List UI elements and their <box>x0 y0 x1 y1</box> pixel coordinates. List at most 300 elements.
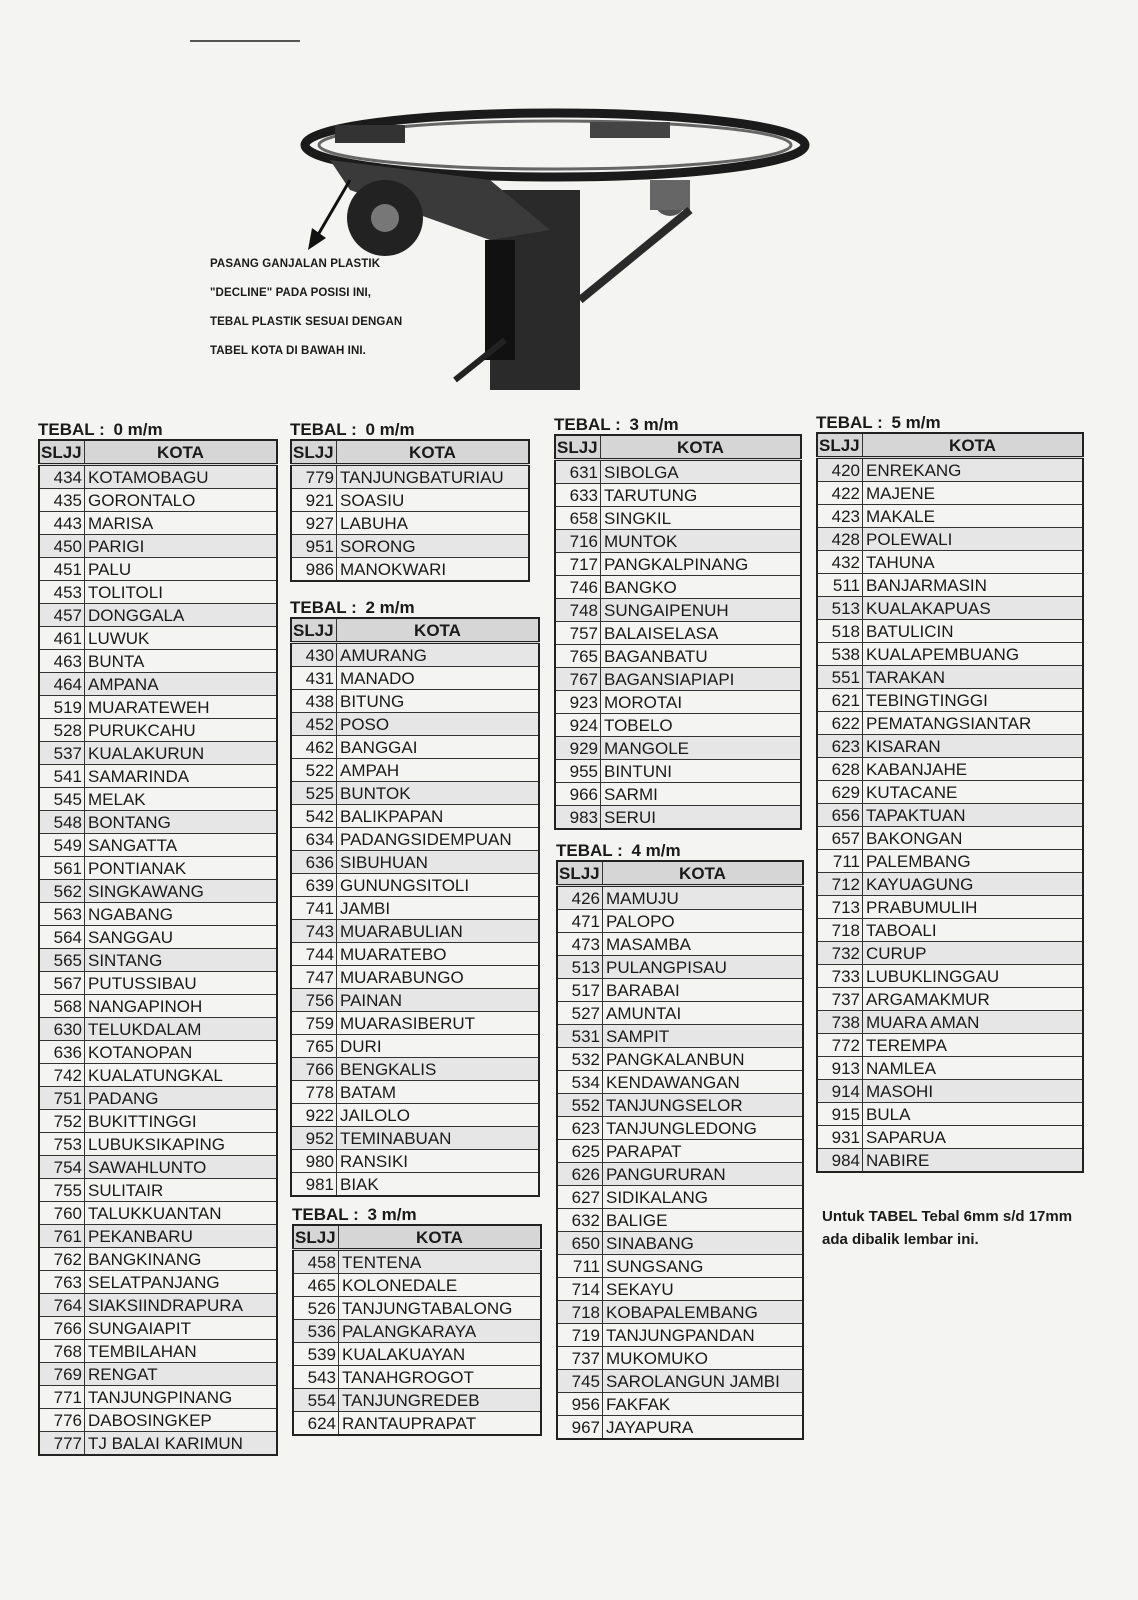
city-name: TEMBILAHAN <box>85 1340 278 1363</box>
city-name: KOTAMOBAGU <box>85 465 278 489</box>
city-name: LUWUK <box>85 627 278 650</box>
city-name: SULITAIR <box>85 1179 278 1202</box>
sljj-code: 742 <box>39 1064 85 1087</box>
sljj-code: 451 <box>39 558 85 581</box>
city-name: SANGATTA <box>85 834 278 857</box>
table-row <box>817 482 1083 505</box>
table-row <box>291 782 539 805</box>
table-row <box>817 1057 1083 1080</box>
sljj-code: 756 <box>291 989 337 1012</box>
table-row <box>39 1432 277 1456</box>
column-header-kota: KOTA <box>603 861 804 886</box>
table-row <box>555 645 801 668</box>
table-row <box>39 857 277 880</box>
table-row <box>557 933 803 956</box>
city-name: POSO <box>337 713 540 736</box>
sljj-code: 536 <box>293 1320 339 1343</box>
table-row <box>557 1071 803 1094</box>
table-block-tebal-5 <box>816 413 1084 1173</box>
sljj-code: 519 <box>39 696 85 719</box>
city-name: MAKALE <box>863 505 1084 528</box>
city-name: KAYUAGUNG <box>863 873 1084 896</box>
sljj-code: 712 <box>817 873 863 896</box>
table-row <box>293 1343 541 1366</box>
column-header-kota: KOTA <box>863 433 1084 458</box>
table-block-tebal-0-a <box>38 420 278 1456</box>
table-row <box>557 1370 803 1393</box>
city-name: PULANGPISAU <box>603 956 804 979</box>
table-row <box>39 719 277 742</box>
city-name: MUARABULIAN <box>337 920 540 943</box>
sljj-code: 452 <box>291 713 337 736</box>
sljj-code: 450 <box>39 535 85 558</box>
column-header-kota: KOTA <box>601 435 802 460</box>
table-row <box>39 1179 277 1202</box>
table-row <box>555 760 801 783</box>
table-row <box>291 667 539 690</box>
sljj-code: 438 <box>291 690 337 713</box>
sljj-code: 465 <box>293 1274 339 1297</box>
city-name: TAPAKTUAN <box>863 804 1084 827</box>
city-name: GUNUNGSITOLI <box>337 874 540 897</box>
sljj-code: 922 <box>291 1104 337 1127</box>
sljj-code: 657 <box>817 827 863 850</box>
sljj-code: 561 <box>39 857 85 880</box>
sljj-code: 532 <box>557 1048 603 1071</box>
sljj-code: 738 <box>817 1011 863 1034</box>
sljj-code: 462 <box>291 736 337 759</box>
column-header-kota: KOTA <box>337 440 530 465</box>
table-row <box>39 972 277 995</box>
sljj-code: 760 <box>39 1202 85 1225</box>
city-name: SUNGAIAPIT <box>85 1317 278 1340</box>
sljj-code: 473 <box>557 933 603 956</box>
sljj-code: 927 <box>291 512 337 535</box>
table-block-tebal-3-b <box>554 415 802 830</box>
city-name: PANGKALANBUN <box>603 1048 804 1071</box>
city-name: MANGOLE <box>601 737 802 760</box>
city-name: SANGGAU <box>85 926 278 949</box>
table-row <box>817 988 1083 1011</box>
sljj-code: 717 <box>555 553 601 576</box>
city-name: PARIGI <box>85 535 278 558</box>
city-name: TANJUNGPINANG <box>85 1386 278 1409</box>
sljj-code: 634 <box>291 828 337 851</box>
sljj-code: 986 <box>291 558 337 582</box>
sljj-code: 732 <box>817 942 863 965</box>
city-name: PALANGKARAYA <box>339 1320 542 1343</box>
table-row <box>39 535 277 558</box>
sljj-code: 718 <box>817 919 863 942</box>
city-name: TANJUNGTABALONG <box>339 1297 542 1320</box>
table-row <box>291 897 539 920</box>
table-row <box>293 1389 541 1412</box>
sljj-code: 984 <box>817 1149 863 1173</box>
city-name: KOLONEDALE <box>339 1274 542 1297</box>
sljj-code: 761 <box>39 1225 85 1248</box>
city-name: BARABAI <box>603 979 804 1002</box>
table-row <box>817 620 1083 643</box>
city-name: SAROLANGUN JAMBI <box>603 1370 804 1393</box>
sljj-code: 650 <box>557 1232 603 1255</box>
city-name: AMUNTAI <box>603 1002 804 1025</box>
table-row <box>557 1094 803 1117</box>
table-row <box>293 1320 541 1343</box>
sljj-code: 914 <box>817 1080 863 1103</box>
table-row <box>39 627 277 650</box>
table-row <box>291 489 529 512</box>
sljj-code: 753 <box>39 1133 85 1156</box>
sljj-code: 626 <box>557 1163 603 1186</box>
table-row <box>39 1386 277 1409</box>
sljj-code: 422 <box>817 482 863 505</box>
sljj-code: 764 <box>39 1294 85 1317</box>
sljj-code: 658 <box>555 507 601 530</box>
table-row <box>817 1080 1083 1103</box>
table-row <box>39 673 277 696</box>
column-header-kota: KOTA <box>85 440 278 465</box>
city-name: AMPANA <box>85 673 278 696</box>
table-row <box>557 1025 803 1048</box>
sljj-code: 426 <box>557 886 603 910</box>
sljj-code: 772 <box>817 1034 863 1057</box>
sljj-code: 526 <box>293 1297 339 1320</box>
column-header-kota: KOTA <box>337 618 540 643</box>
city-name: SIBOLGA <box>601 460 802 484</box>
city-name: MARISA <box>85 512 278 535</box>
table-row <box>555 530 801 553</box>
table-row <box>557 979 803 1002</box>
table-row <box>293 1297 541 1320</box>
sljj-code: 656 <box>817 804 863 827</box>
sljj-code: 562 <box>39 880 85 903</box>
sljj-code: 733 <box>817 965 863 988</box>
table-row <box>817 804 1083 827</box>
top-rule <box>190 40 300 42</box>
city-name: TENTENA <box>339 1250 542 1274</box>
city-name: SINTANG <box>85 949 278 972</box>
sljj-code: 747 <box>291 966 337 989</box>
sljj-code: 766 <box>291 1058 337 1081</box>
city-name: SARMI <box>601 783 802 806</box>
table-row <box>555 599 801 622</box>
city-name: RANSIKI <box>337 1150 540 1173</box>
sljj-code: 923 <box>555 691 601 714</box>
city-name: ARGAMAKMUR <box>863 988 1084 1011</box>
city-name: LUBUKSIKAPING <box>85 1133 278 1156</box>
sljj-code: 543 <box>293 1366 339 1389</box>
table-row <box>557 956 803 979</box>
city-name: MUKOMUKO <box>603 1347 804 1370</box>
table-row <box>39 558 277 581</box>
table-row <box>291 512 529 535</box>
table-row <box>39 1317 277 1340</box>
sljj-code: 754 <box>39 1156 85 1179</box>
table-row <box>39 1294 277 1317</box>
sljj-code: 744 <box>291 943 337 966</box>
city-name: SUNGAIPENUH <box>601 599 802 622</box>
sljj-code: 525 <box>291 782 337 805</box>
sljj-code: 554 <box>293 1389 339 1412</box>
table-row <box>39 1340 277 1363</box>
table-row <box>555 553 801 576</box>
city-name: NANGAPINOH <box>85 995 278 1018</box>
sljj-code: 563 <box>39 903 85 926</box>
city-name: TANJUNGPANDAN <box>603 1324 804 1347</box>
city-name: PEMATANGSIANTAR <box>863 712 1084 735</box>
city-name: MELAK <box>85 788 278 811</box>
sljj-code: 719 <box>557 1324 603 1347</box>
city-name: BAGANBATU <box>601 645 802 668</box>
table-row <box>557 1347 803 1370</box>
table-row <box>39 1041 277 1064</box>
table-row <box>39 581 277 604</box>
city-name: MAMUJU <box>603 886 804 910</box>
sljj-code: 921 <box>291 489 337 512</box>
sljj-code: 924 <box>555 714 601 737</box>
table-row <box>555 668 801 691</box>
sljj-code: 765 <box>291 1035 337 1058</box>
city-name: MOROTAI <box>601 691 802 714</box>
table-caption: TEBAL : 2 m/m <box>290 598 415 617</box>
city-name: JAMBI <box>337 897 540 920</box>
table-row <box>39 696 277 719</box>
table-row <box>293 1412 541 1436</box>
city-name: BATULICIN <box>863 620 1084 643</box>
city-name: PALU <box>85 558 278 581</box>
table-row <box>291 643 539 667</box>
city-name: MAJENE <box>863 482 1084 505</box>
city-table <box>292 1224 542 1436</box>
table-row <box>817 528 1083 551</box>
city-name: NAMLEA <box>863 1057 1084 1080</box>
city-name: KUTACANE <box>863 781 1084 804</box>
table-row <box>817 666 1083 689</box>
table-row <box>291 713 539 736</box>
column-header-sljj: SLJJ <box>293 1225 339 1250</box>
city-name: PRABUMULIH <box>863 896 1084 919</box>
table-row <box>39 1064 277 1087</box>
sljj-code: 765 <box>555 645 601 668</box>
table-row <box>817 781 1083 804</box>
city-name: PADANG <box>85 1087 278 1110</box>
table-row <box>39 834 277 857</box>
instruction-line: "DECLINE" PADA POSISI INI, <box>210 287 372 299</box>
table-caption: TEBAL : 3 m/m <box>554 415 679 434</box>
city-name: LUBUKLINGGAU <box>863 965 1084 988</box>
city-name: BENGKALIS <box>337 1058 540 1081</box>
city-name: BALIKPAPAN <box>337 805 540 828</box>
city-name: PANGURURAN <box>603 1163 804 1186</box>
sljj-code: 434 <box>39 465 85 489</box>
table-row <box>557 1048 803 1071</box>
city-name: KOBAPALEMBANG <box>603 1301 804 1324</box>
city-name: BANGKINANG <box>85 1248 278 1271</box>
city-name: TARUTUNG <box>601 484 802 507</box>
city-table <box>38 439 278 1456</box>
city-name: KUALAKURUN <box>85 742 278 765</box>
sljj-code: 568 <box>39 995 85 1018</box>
city-name: SAMPIT <box>603 1025 804 1048</box>
table-row <box>39 512 277 535</box>
city-name: SINABANG <box>603 1232 804 1255</box>
city-table <box>816 432 1084 1173</box>
city-name: KOTANOPAN <box>85 1041 278 1064</box>
table-row <box>557 1232 803 1255</box>
table-row <box>817 919 1083 942</box>
city-table <box>290 617 540 1197</box>
sljj-code: 541 <box>39 765 85 788</box>
city-name: DABOSINGKEP <box>85 1409 278 1432</box>
sljj-code: 746 <box>555 576 601 599</box>
city-name: MUNTOK <box>601 530 802 553</box>
instruction-line: TEBAL PLASTIK SESUAI DENGAN <box>210 316 403 328</box>
table-row <box>39 604 277 627</box>
table-row <box>291 874 539 897</box>
city-name: MANADO <box>337 667 540 690</box>
column-header-sljj: SLJJ <box>291 618 337 643</box>
city-name: TANJUNGSELOR <box>603 1094 804 1117</box>
table-block-tebal-2 <box>290 598 540 1197</box>
table-row <box>817 942 1083 965</box>
table-row <box>39 1133 277 1156</box>
sljj-code: 981 <box>291 1173 337 1197</box>
table-row <box>557 886 803 910</box>
city-name: SAPARUA <box>863 1126 1084 1149</box>
city-name: BULA <box>863 1103 1084 1126</box>
city-name: KENDAWANGAN <box>603 1071 804 1094</box>
table-row <box>817 1011 1083 1034</box>
city-table <box>290 439 530 582</box>
sljj-code: 966 <box>555 783 601 806</box>
sljj-code: 539 <box>293 1343 339 1366</box>
city-name: PARAPAT <box>603 1140 804 1163</box>
sljj-code: 737 <box>817 988 863 1011</box>
sljj-code: 565 <box>39 949 85 972</box>
table-row <box>817 850 1083 873</box>
sljj-code: 636 <box>291 851 337 874</box>
table-row <box>555 484 801 507</box>
sljj-code: 522 <box>291 759 337 782</box>
city-name: KISARAN <box>863 735 1084 758</box>
city-name: ENREKANG <box>863 458 1084 482</box>
sljj-code: 711 <box>817 850 863 873</box>
table-row <box>817 689 1083 712</box>
sljj-code: 745 <box>557 1370 603 1393</box>
table-row <box>39 995 277 1018</box>
sljj-code: 632 <box>557 1209 603 1232</box>
sljj-code: 534 <box>557 1071 603 1094</box>
city-name: POLEWALI <box>863 528 1084 551</box>
column-header-sljj: SLJJ <box>39 440 85 465</box>
city-name: PEKANBARU <box>85 1225 278 1248</box>
sljj-code: 457 <box>39 604 85 627</box>
city-name: TEMINABUAN <box>337 1127 540 1150</box>
sljj-code: 757 <box>555 622 601 645</box>
table-row <box>291 1104 539 1127</box>
city-name: GORONTALO <box>85 489 278 512</box>
table-row <box>555 507 801 530</box>
sljj-code: 768 <box>39 1340 85 1363</box>
city-name: TALUKKUANTAN <box>85 1202 278 1225</box>
sljj-code: 420 <box>817 458 863 482</box>
table-row <box>39 765 277 788</box>
sljj-code: 623 <box>557 1117 603 1140</box>
city-name: PADANGSIDEMPUAN <box>337 828 540 851</box>
sljj-code: 778 <box>291 1081 337 1104</box>
table-row <box>555 460 801 484</box>
sljj-code: 551 <box>817 666 863 689</box>
sljj-code: 771 <box>39 1386 85 1409</box>
table-row <box>555 576 801 599</box>
table-row <box>557 910 803 933</box>
table-row <box>39 1271 277 1294</box>
city-name: BAGANSIAPIAPI <box>601 668 802 691</box>
table-row <box>39 742 277 765</box>
city-name: SELATPANJANG <box>85 1271 278 1294</box>
table-block-tebal-0-b <box>290 420 530 582</box>
table-row <box>293 1274 541 1297</box>
city-name: SIDIKALANG <box>603 1186 804 1209</box>
city-name: MUARATEBO <box>337 943 540 966</box>
table-row <box>39 903 277 926</box>
city-name: TJ BALAI KARIMUN <box>85 1432 278 1456</box>
table-row <box>291 1127 539 1150</box>
city-name: MASOHI <box>863 1080 1084 1103</box>
sljj-code: 763 <box>39 1271 85 1294</box>
sljj-code: 955 <box>555 760 601 783</box>
city-name: TANAHGROGOT <box>339 1366 542 1389</box>
city-name: RENGAT <box>85 1363 278 1386</box>
city-name: SEKAYU <box>603 1278 804 1301</box>
table-row <box>39 465 277 489</box>
table-row <box>817 827 1083 850</box>
table-row <box>291 828 539 851</box>
city-name: MUARA AMAN <box>863 1011 1084 1034</box>
table-row <box>817 505 1083 528</box>
city-name: NABIRE <box>863 1149 1084 1173</box>
city-name: SAMARINDA <box>85 765 278 788</box>
sljj-code: 983 <box>555 806 601 830</box>
city-name: SIAKSIINDRAPURA <box>85 1294 278 1317</box>
table-row <box>817 574 1083 597</box>
table-caption: TEBAL : 5 m/m <box>816 413 941 432</box>
sljj-code: 718 <box>557 1301 603 1324</box>
table-row <box>817 1126 1083 1149</box>
sljj-code: 929 <box>555 737 601 760</box>
table-caption: TEBAL : 4 m/m <box>556 841 681 860</box>
city-name: BUNTA <box>85 650 278 673</box>
table-row <box>555 714 801 737</box>
sljj-code: 716 <box>555 530 601 553</box>
city-name: FAKFAK <box>603 1393 804 1416</box>
city-name: MASAMBA <box>603 933 804 956</box>
sljj-code: 743 <box>291 920 337 943</box>
table-row <box>817 458 1083 482</box>
city-name: TABOALI <box>863 919 1084 942</box>
table-row <box>555 737 801 760</box>
sljj-code: 931 <box>817 1126 863 1149</box>
sljj-code: 542 <box>291 805 337 828</box>
sljj-code: 431 <box>291 667 337 690</box>
sljj-code: 538 <box>817 643 863 666</box>
sljj-code: 915 <box>817 1103 863 1126</box>
table-row <box>39 1409 277 1432</box>
sljj-code: 980 <box>291 1150 337 1173</box>
city-name: SORONG <box>337 535 530 558</box>
sljj-code: 767 <box>555 668 601 691</box>
sljj-code: 531 <box>557 1025 603 1048</box>
